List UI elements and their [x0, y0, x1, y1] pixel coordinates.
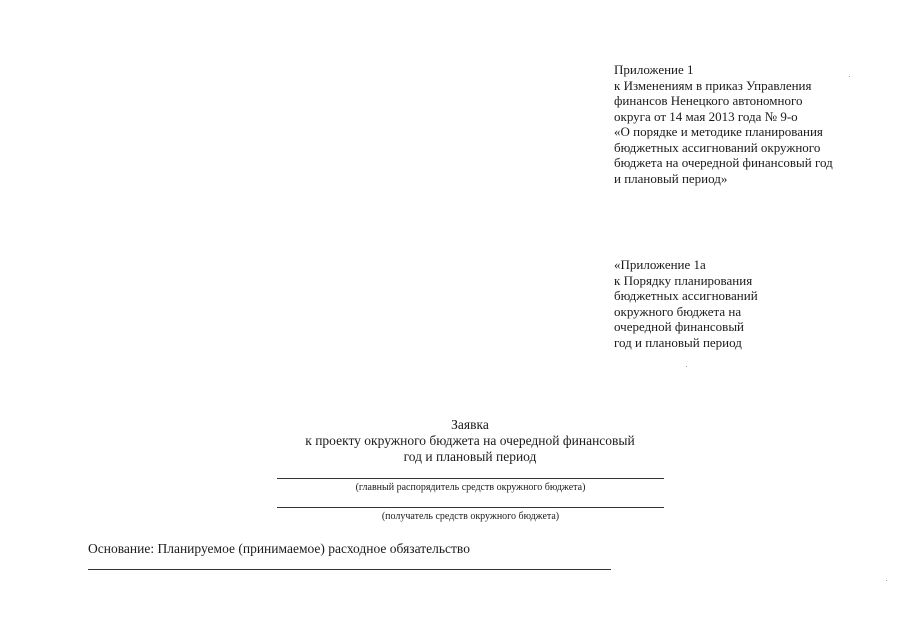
appendix-1a-reference [614, 257, 758, 350]
document-title-line: Заявка [451, 417, 489, 432]
appendix-1-line: и плановый период» [614, 170, 728, 186]
scan-speck [686, 366, 687, 367]
appendix-1-line: «О порядке и методике планирования [614, 124, 823, 139]
document-title-line: год и плановый период [403, 449, 537, 464]
document-title-line: к проекту окружного бюджета на очередной финансовый [305, 433, 635, 448]
appendix-1-line: округа от 14 мая 2013 года № 9-о [614, 108, 798, 124]
basis-label: Основание: Планируемое (принимаемое) расходное обязательство [88, 541, 470, 556]
appendix-1-line: бюджета на очередной финансовый год [614, 155, 833, 170]
scan-speck [849, 76, 850, 77]
appendix-1-line: финансов Ненецкого автономного [614, 93, 803, 108]
recipient-caption: (получатель средств окружного бюджета) [381, 511, 560, 522]
appendix-1a-line: к Порядку планирования [614, 272, 753, 288]
recipient-fill-line [277, 507, 664, 508]
appendix-1a-line: бюджетных ассигнований [614, 288, 758, 303]
appendix-1a-line: окружного бюджета на [614, 303, 742, 319]
appendix-1-line: бюджетных ассигнований окружного [614, 139, 821, 155]
appendix-1-line: Приложение 1 [614, 62, 694, 77]
main-manager-caption: (главный распорядитель средств окружного бюджета) [355, 482, 586, 493]
main-manager-fill-line [277, 478, 664, 479]
basis-fill-line [88, 569, 611, 570]
scan-speck [886, 580, 887, 581]
appendix-1a-line: год и плановый период [614, 334, 742, 350]
appendix-1-line: к Изменениям в приказ Управления [614, 77, 812, 93]
appendix-1-reference [614, 62, 833, 186]
appendix-1a-line: очередной финансовый [614, 319, 745, 334]
document-title [0, 417, 905, 465]
appendix-1a-line: «Приложение 1а [614, 257, 706, 272]
